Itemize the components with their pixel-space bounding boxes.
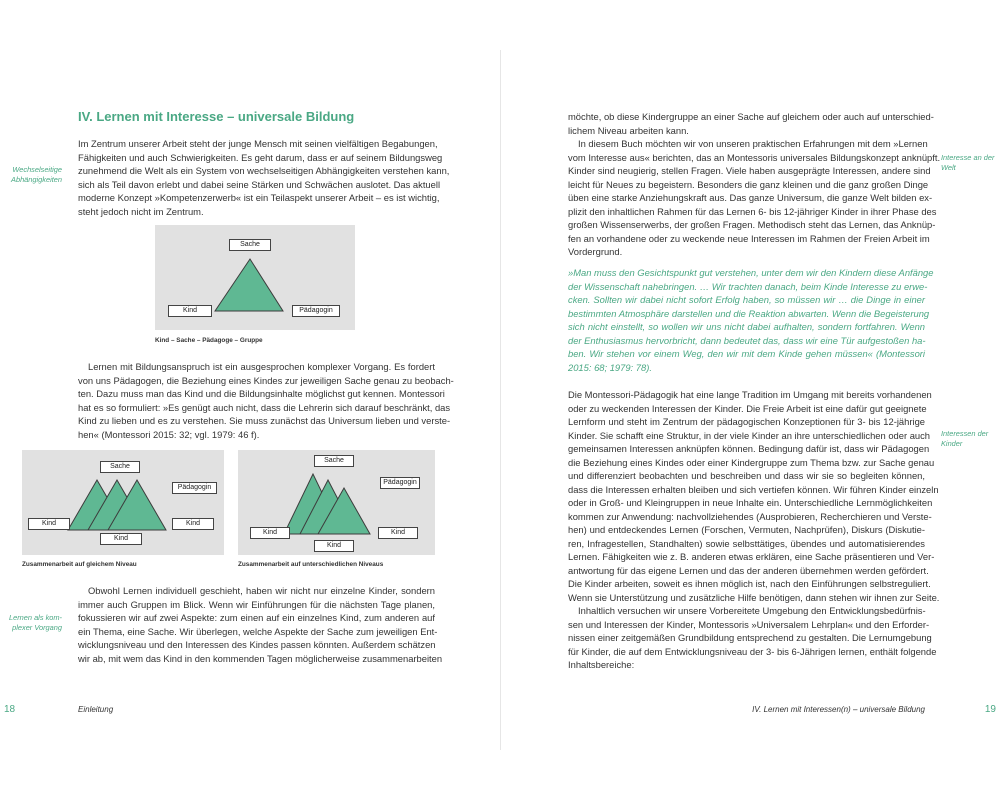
triangle <box>215 259 283 311</box>
label-paedagogin: Pädagogin <box>172 482 217 494</box>
margin-note-wechselseitige-abhaengigkeiten: Wechselseitige Abhängigkeiten <box>11 165 62 184</box>
label-kind-bottom: Kind <box>100 533 142 545</box>
caption-diagram-3: Zusammenarbeit auf unterschiedlichen Niveaus <box>238 561 384 568</box>
label-kind-left: Kind <box>28 518 70 530</box>
left-paragraph-3: Obwohl Lernen individuell geschieht, haben wir nicht nur einzelne Kinder, sondern immer auch Gruppen im Blick. Wenn wir Einführungen für die nächsten Tage planen, fokussieren wir auf zwei Aspekte: zum einen auf ein einzelnes Kind, zum anderen auf ein Thema, eine Sache. Wir überlegen, welche Aspekte der Sache zum jeweiligen Ent- wicklungsniveau und den Interessen des Kindes passen könnten. Außerdem schätzen wir ab, mit wem das Kind in den kommenden Tagen möglicherweise zusammenarbeiten <box>78 585 443 664</box>
label-paedagogin: Pädagogin <box>380 477 420 489</box>
footer-right: IV. Lernen mit Interessen(n) – universale Bildung <box>752 705 925 714</box>
page-number-right: 19 <box>984 704 996 715</box>
left-paragraph-2: Lernen mit Bildungsanspruch ist ein ausgesprochen komplexer Vorgang. Es fordert von uns Pädagogen, die Beziehung eines Kindes zur jeweiligen Sache genau zu beobach- ten. Dazu muss man das Kind und die Bildungsinhalte möglichst gut kennen. Montessori hat es so formuliert: »Es genügt auch nicht, dass die Lehrerin sich darauf beschränkt, das Kind zu lieben und es zu verstehen. Sie muss zunächst das Universum lieben und verste- hen« (Montessori 2015: 32; vgl. 1979: 46 f). <box>78 361 454 440</box>
caption-diagram-2: Zusammenarbeit auf gleichem Niveau <box>22 561 137 568</box>
margin-note-lernen-komplexer-vorgang: Lernen als kom- plexer Vorgang <box>9 613 62 632</box>
margin-note-interessen-der-kinder: Interessen der Kinder <box>941 429 989 448</box>
right-paragraph-4: Inhaltlich versuchen wir unsere Vorbereitete Umgebung den Entwicklungsbedürfnis- sen und Interessen der Kinder, Montessoris »Universalem Lehrplan« und den Erforder- nissen einer zeitgemäßen Grundbildung entsprechend zu gestalten. Die Lernumgebung für Kinder, die auf dem Entwicklungsniveau der 3- bis 6-Jährigen lernen, enthält folgende Inhaltsbereiche: <box>568 605 937 670</box>
right-paragraph-2: In diesem Buch möchten wir von unseren praktischen Erfahrungen mit dem »Lernen vom Interesse aus« berichten, das an Montessoris universales Bildungskonzept anknüpft. Kinder sind neugierig, stellen Fragen. Viele haben ausgeprägte Interessen, andere sind leicht für Neues zu begeistern. Besonders die ganz kleinen und die ganz großen Dinge üben eine starke Anziehungskraft aus. Das ganze Universum, die ganze Welt bilden ex- plizit den inhaltlichen Rahmen für das Lernen 6- bis 12-jähriger Kinder in ihrer Phase des großen Wissenserwerbs, der großen Fragen. Methodisch steht das Lernen, das Anknüp- fen an vorhandene oder zu weckende neue Interessen im Rahmen der Freien Arbeit im Vordergrund. <box>568 138 941 257</box>
footer-left: Einleitung <box>78 705 114 714</box>
label-kind: Kind <box>168 305 212 317</box>
label-kind-bottom: Kind <box>314 540 354 552</box>
page-fold <box>500 50 501 750</box>
label-kind-right: Kind <box>378 527 418 539</box>
label-kind-left: Kind <box>250 527 290 539</box>
label-kind-right: Kind <box>172 518 214 530</box>
montessori-quote: »Man muss den Gesichtspunkt gut verstehen, unter dem wir den Kindern diese Anfänge der Wissenschaft nahebringen. … Wir trachten danach, beim Kinde Interesse zu erwe- cken. Sollten wir dabei nicht sofort Erfolg haben, so müssen wir … die Dinge in einer bestimmten Atmosphäre darstellen und die Reaktion abwarten. Wenn die Begeisterung sich nicht einstellt, so wollen wir uns nicht dabei aufhalten, sondern fortfahren. Wenn der Enthusiasmus hervorbricht, dann bedeutet das, dass wir eine Tür aufgestoßen ha- ben. Wir stehen vor einem Weg, den wir mit dem Kinde gehen müssen« (Montessori 2015: 68; 1979: 78). <box>568 267 934 373</box>
right-paragraph-3: Die Montessori-Pädagogik hat eine lange Tradition im Umgang mit bereits vorhandenen oder zu weckenden Interessen der Kinder. Die Freie Arbeit ist eine dafür gut geeignete Lernform und steht im Zentrum der pädagogischen Konzeptionen für 3- bis 12-jährige Kinder. Sie schafft eine Struktur, in der viele Kinder an ihre unterschiedlichen oder auch gemeinsamen Interessen anknüpfen können. Bedingung dafür ist, dass wir Pädagogen die Beziehung eines Kindes oder einer Kindergruppe zum Thema bzw. zur Sache genau und differenziert beobachten und beschreiben und dass wir sie so begleiten können, dass die Interessen erhalten bleiben und sich vertiefen können. Wir führen Kinder einzeln oder in Groß- und Kleingruppen in neue Inhalte ein. Unterschiedliche Lernmöglichkeiten kommen zur Anwendung: nachvollziehendes (Ausprobieren, Recherchieren und Verste- hen) und entdeckendes Lernen (Forschen, Vermuten, Nachprüfen), Diskurs (Diskutie- ren, Infragestellen, Standhalten) sowie selbsttätiges, übendes und automatisierendes Lernen. Fähigkeiten wie z. B. anderen etwas erklären, eine Sache präsentieren und Ver- antwortung für das eigene Lernen und das der anderen übernehmen werden gefördert. Die Kinder arbeiten, soweit es ihnen möglich ist, nach den Einführungen selbstreguliert. Wenn sie Unterstützung und zusätzliche Hilfe benötigen, dann stehen wir ihnen zur Seite. <box>568 389 940 603</box>
chapter-heading: IV. Lernen mit Interesse – universale Bildung <box>78 109 355 124</box>
right-paragraph-1: möchte, ob diese Kindergruppe an einer Sache auf gleichem oder auch auf unterschied- lichem Niveau arbeiten kann. <box>568 111 934 136</box>
label-sache: Sache <box>229 239 271 251</box>
diagram-kind-sache-paedagogin <box>155 225 355 330</box>
label-paedagogin: Pädagogin <box>292 305 340 317</box>
diagram-gleiches-niveau <box>22 450 224 555</box>
left-paragraph-1: Im Zentrum unserer Arbeit steht der junge Mensch mit seinen vielfältigen Begabungen, Fähigkeiten und auch Schwierigkeiten. Es geht darum, dass er auf seinem Bildungsweg zunehmend die Welt als ein System von wechselseitigen Abhängigkeiten verstehen kann, sich als Teil davon erlebt und dabei seine Stärken und Schwächen auslotet. Das aktuell moderne Konzept »Kompetenzerwerb« ist ein Teilaspekt unserer Arbeit – es ist wichtig, steht jedoch nicht im Zentrum. <box>78 138 450 217</box>
diagram-unterschiedliche-niveaus <box>238 450 435 555</box>
caption-diagram-1: Kind – Sache – Pädagoge – Gruppe <box>155 337 263 344</box>
label-sache: Sache <box>100 461 140 473</box>
label-sache: Sache <box>314 455 354 467</box>
margin-note-interesse-an-der-welt: Interesse an der Welt <box>941 153 995 172</box>
page-number-left: 18 <box>4 704 16 715</box>
